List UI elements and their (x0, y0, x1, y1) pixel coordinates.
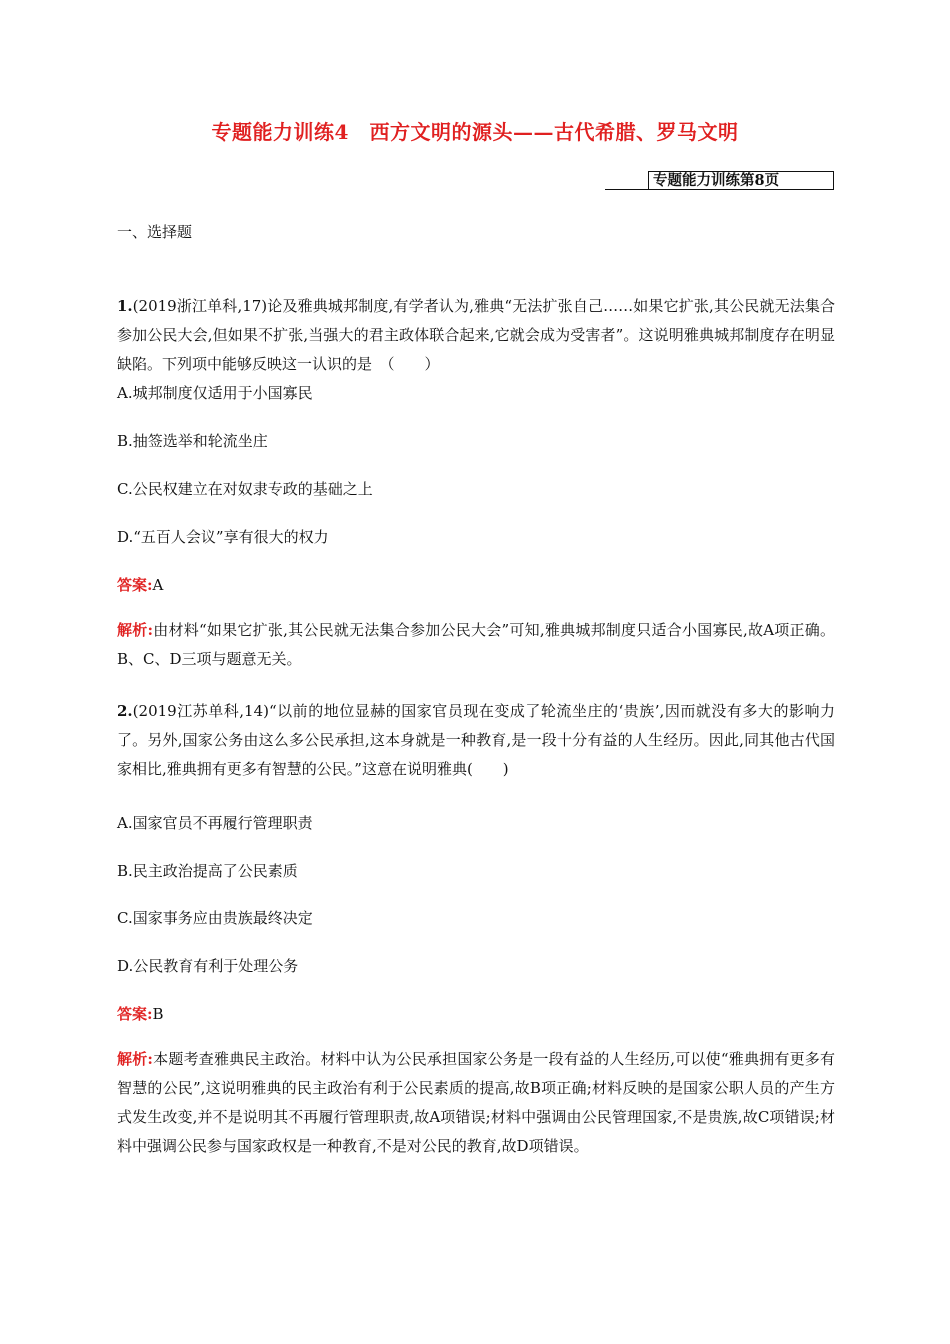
question-1-stem (117, 292, 835, 379)
answer-value: A (152, 576, 164, 594)
document-title: 专题能力训练4 西方文明的源头——古代希腊、罗马文明 (211, 120, 739, 144)
question-1-explanation (117, 616, 835, 674)
question-2-text: (2019江苏单科,14)“以前的地位显赫的国家官员现在变成了轮流坐庄的‘贵族’,因而就没有多大的影响力了。另外,国家公务由这么多公民承担,这本身就是一种教育,是一段十分有益的人生经历。因此,同其他古代国家相比,雅典拥有更多有智慧的公民。”这意在说明雅典( ) (117, 702, 835, 778)
page-reference-box: 专题能力训练第8页 (648, 171, 834, 190)
question-1-text: (2019浙江单科,17)论及雅典城邦制度,有学者认为,雅典“无法扩张自己……如果它扩张,其公民就无法集合参加公民大会,但如果不扩张,当强大的君主政体联合起来,它就会成为受害者”。这说明雅典城邦制度存在明显缺陷。下列项中能够反映这一认识的是 （ ） (117, 297, 835, 373)
question-2-option-b: B.民主政治提高了公民素质 (117, 862, 298, 880)
answer-label: 答案: (117, 576, 153, 594)
question-2-option-d: D.公民教育有利于处理公务 (117, 957, 299, 975)
question-2-stem (117, 697, 835, 784)
answer-value: B (152, 1005, 164, 1023)
explanation-label: 解析: (117, 1050, 153, 1068)
question-2-answer (117, 1003, 164, 1024)
page-ref-rule (605, 189, 648, 190)
explanation-text: 由材料“如果它扩张,其公民就无法集合参加公民大会”可知,雅典城邦制度只适合小国寡民,故A项正确。B、C、D三项与题意无关。 (117, 621, 835, 668)
question-2-number: 2. (117, 702, 133, 720)
answer-label: 答案: (117, 1005, 153, 1023)
question-2-option-a: A.国家官员不再履行管理职责 (117, 814, 313, 832)
question-1-option-d: D.“五百人会议”享有很大的权力 (117, 528, 329, 546)
explanation-label: 解析: (117, 621, 154, 639)
question-1-answer (117, 574, 163, 595)
explanation-text: 本题考查雅典民主政治。材料中认为公民承担国家公务是一段有益的人生经历,可以使“雅典拥有更多有智慧的公民”,这说明雅典的民主政治有利于公民素质的提高,故B项正确;材料反映的是国家公职人员的产生方式发生改变,并不是说明其不再履行管理职责,故A项错误;材料中强调由公民管理国家,不是贵族,故C项错误;材料中强调公民参与国家政权是一种教育,不是对公民的教育,故D项错误。 (117, 1050, 835, 1155)
section-heading: 一、选择题 (117, 223, 193, 241)
question-2-option-c: C.国家事务应由贵族最终决定 (117, 909, 313, 927)
question-1-number: 1. (117, 297, 133, 315)
question-1-option-c: C.公民权建立在对奴隶专政的基础之上 (117, 480, 373, 498)
question-1-option-a: A.城邦制度仅适用于小国寡民 (117, 384, 313, 402)
question-2-explanation (117, 1045, 835, 1161)
question-1-option-b: B.抽签选举和轮流坐庄 (117, 432, 268, 450)
